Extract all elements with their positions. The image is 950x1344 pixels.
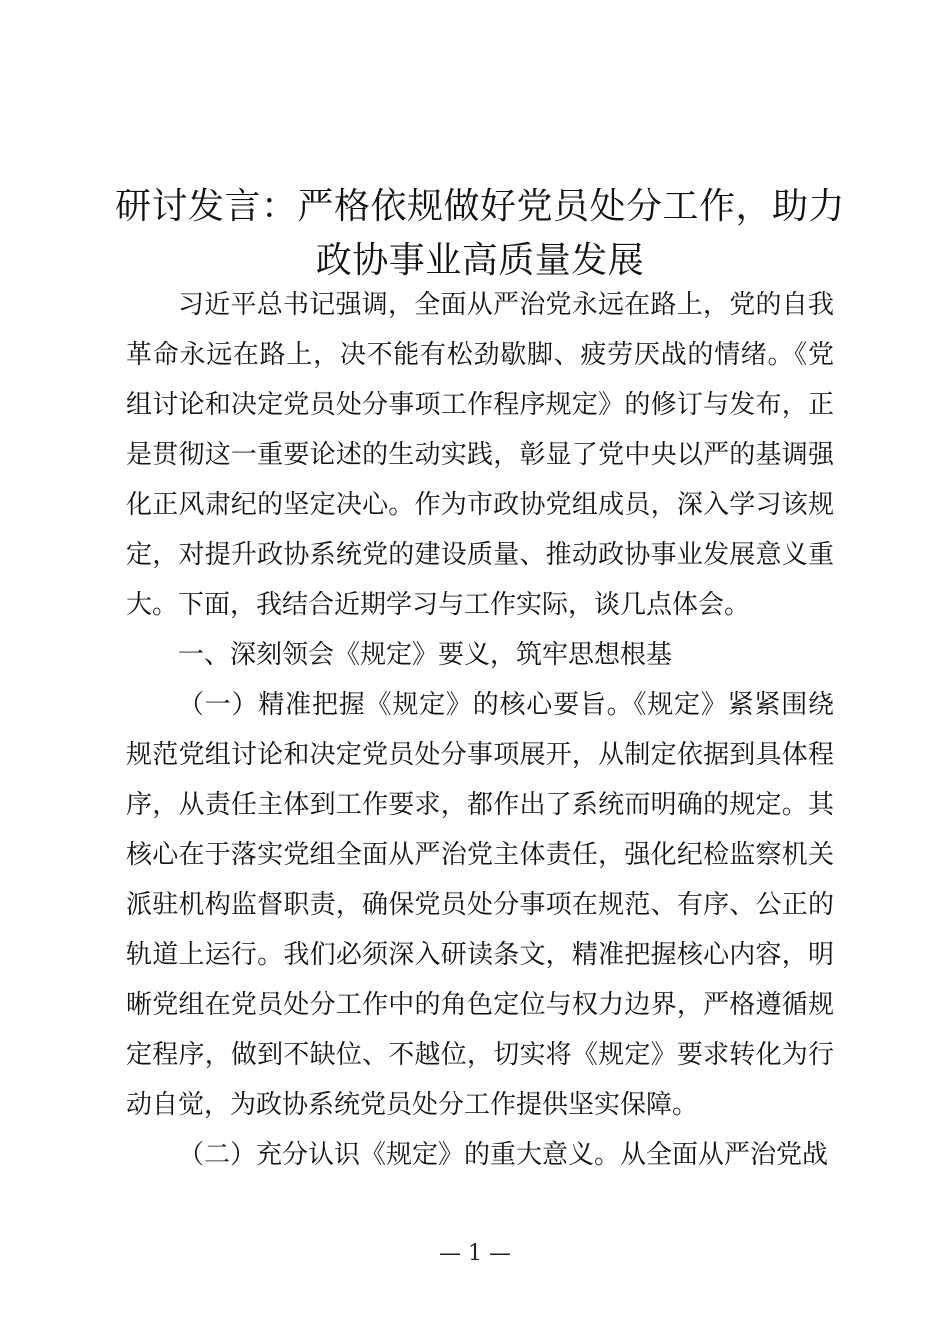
section-heading: 一、深刻领会《规定》要义，筑牢思想根基: [178, 640, 673, 670]
subsection-paragraph-2: （二）充分认识《规定》的重大意义。从全面从严治党战: [178, 1140, 829, 1170]
subsection-paragraph-1: （一）精准把握《规定》的核心要旨。《规定》紧紧围绕规范党组讨论和决定党员处分事项展开，从制定依据到具体程序，从责任主体到工作要求，都作出了系统而明确的规定。其核心在于落实党组全面从严治党主体责任，强化纪检监察机关派驻机构监督职责，确保党员处分事项在规范、有序、公正的轨道上运行。我们必须深入研读条文，精准把握核心内容，明晰党组在党员处分工作中的角色定位与权力边界，严格遵循规定程序，做到不缺位、不越位，切实将《规定》要求转化为行动自觉，为政协系统党员处分工作提供坚实保障。: [126, 690, 834, 1120]
title-line-1: 研讨发言：严格依规做好党员处分工作，助力: [114, 186, 845, 227]
intro-paragraph: 习近平总书记强调，全面从严治党永远在路上，党的自我革命永远在路上，决不能有松劲歇脚、疲劳厌战的情绪。《党组讨论和决定党员处分事项工作程序规定》的修订与发布，正是贯彻这一重要论述的生动实践，彰显了党中央以严的基调强化正风肃纪的坚定决心。作为市政协党组成员，深入学习该规定，对提升政协系统党的建设质量、推动政协事业发展意义重大。下面，我结合近期学习与工作实际，谈几点体会。: [126, 290, 834, 620]
document-title: [110, 180, 850, 288]
document-body: [126, 280, 834, 1180]
page-number: — 1 —: [439, 1241, 511, 1266]
title-line-2: 政协事业高质量发展: [315, 240, 645, 281]
